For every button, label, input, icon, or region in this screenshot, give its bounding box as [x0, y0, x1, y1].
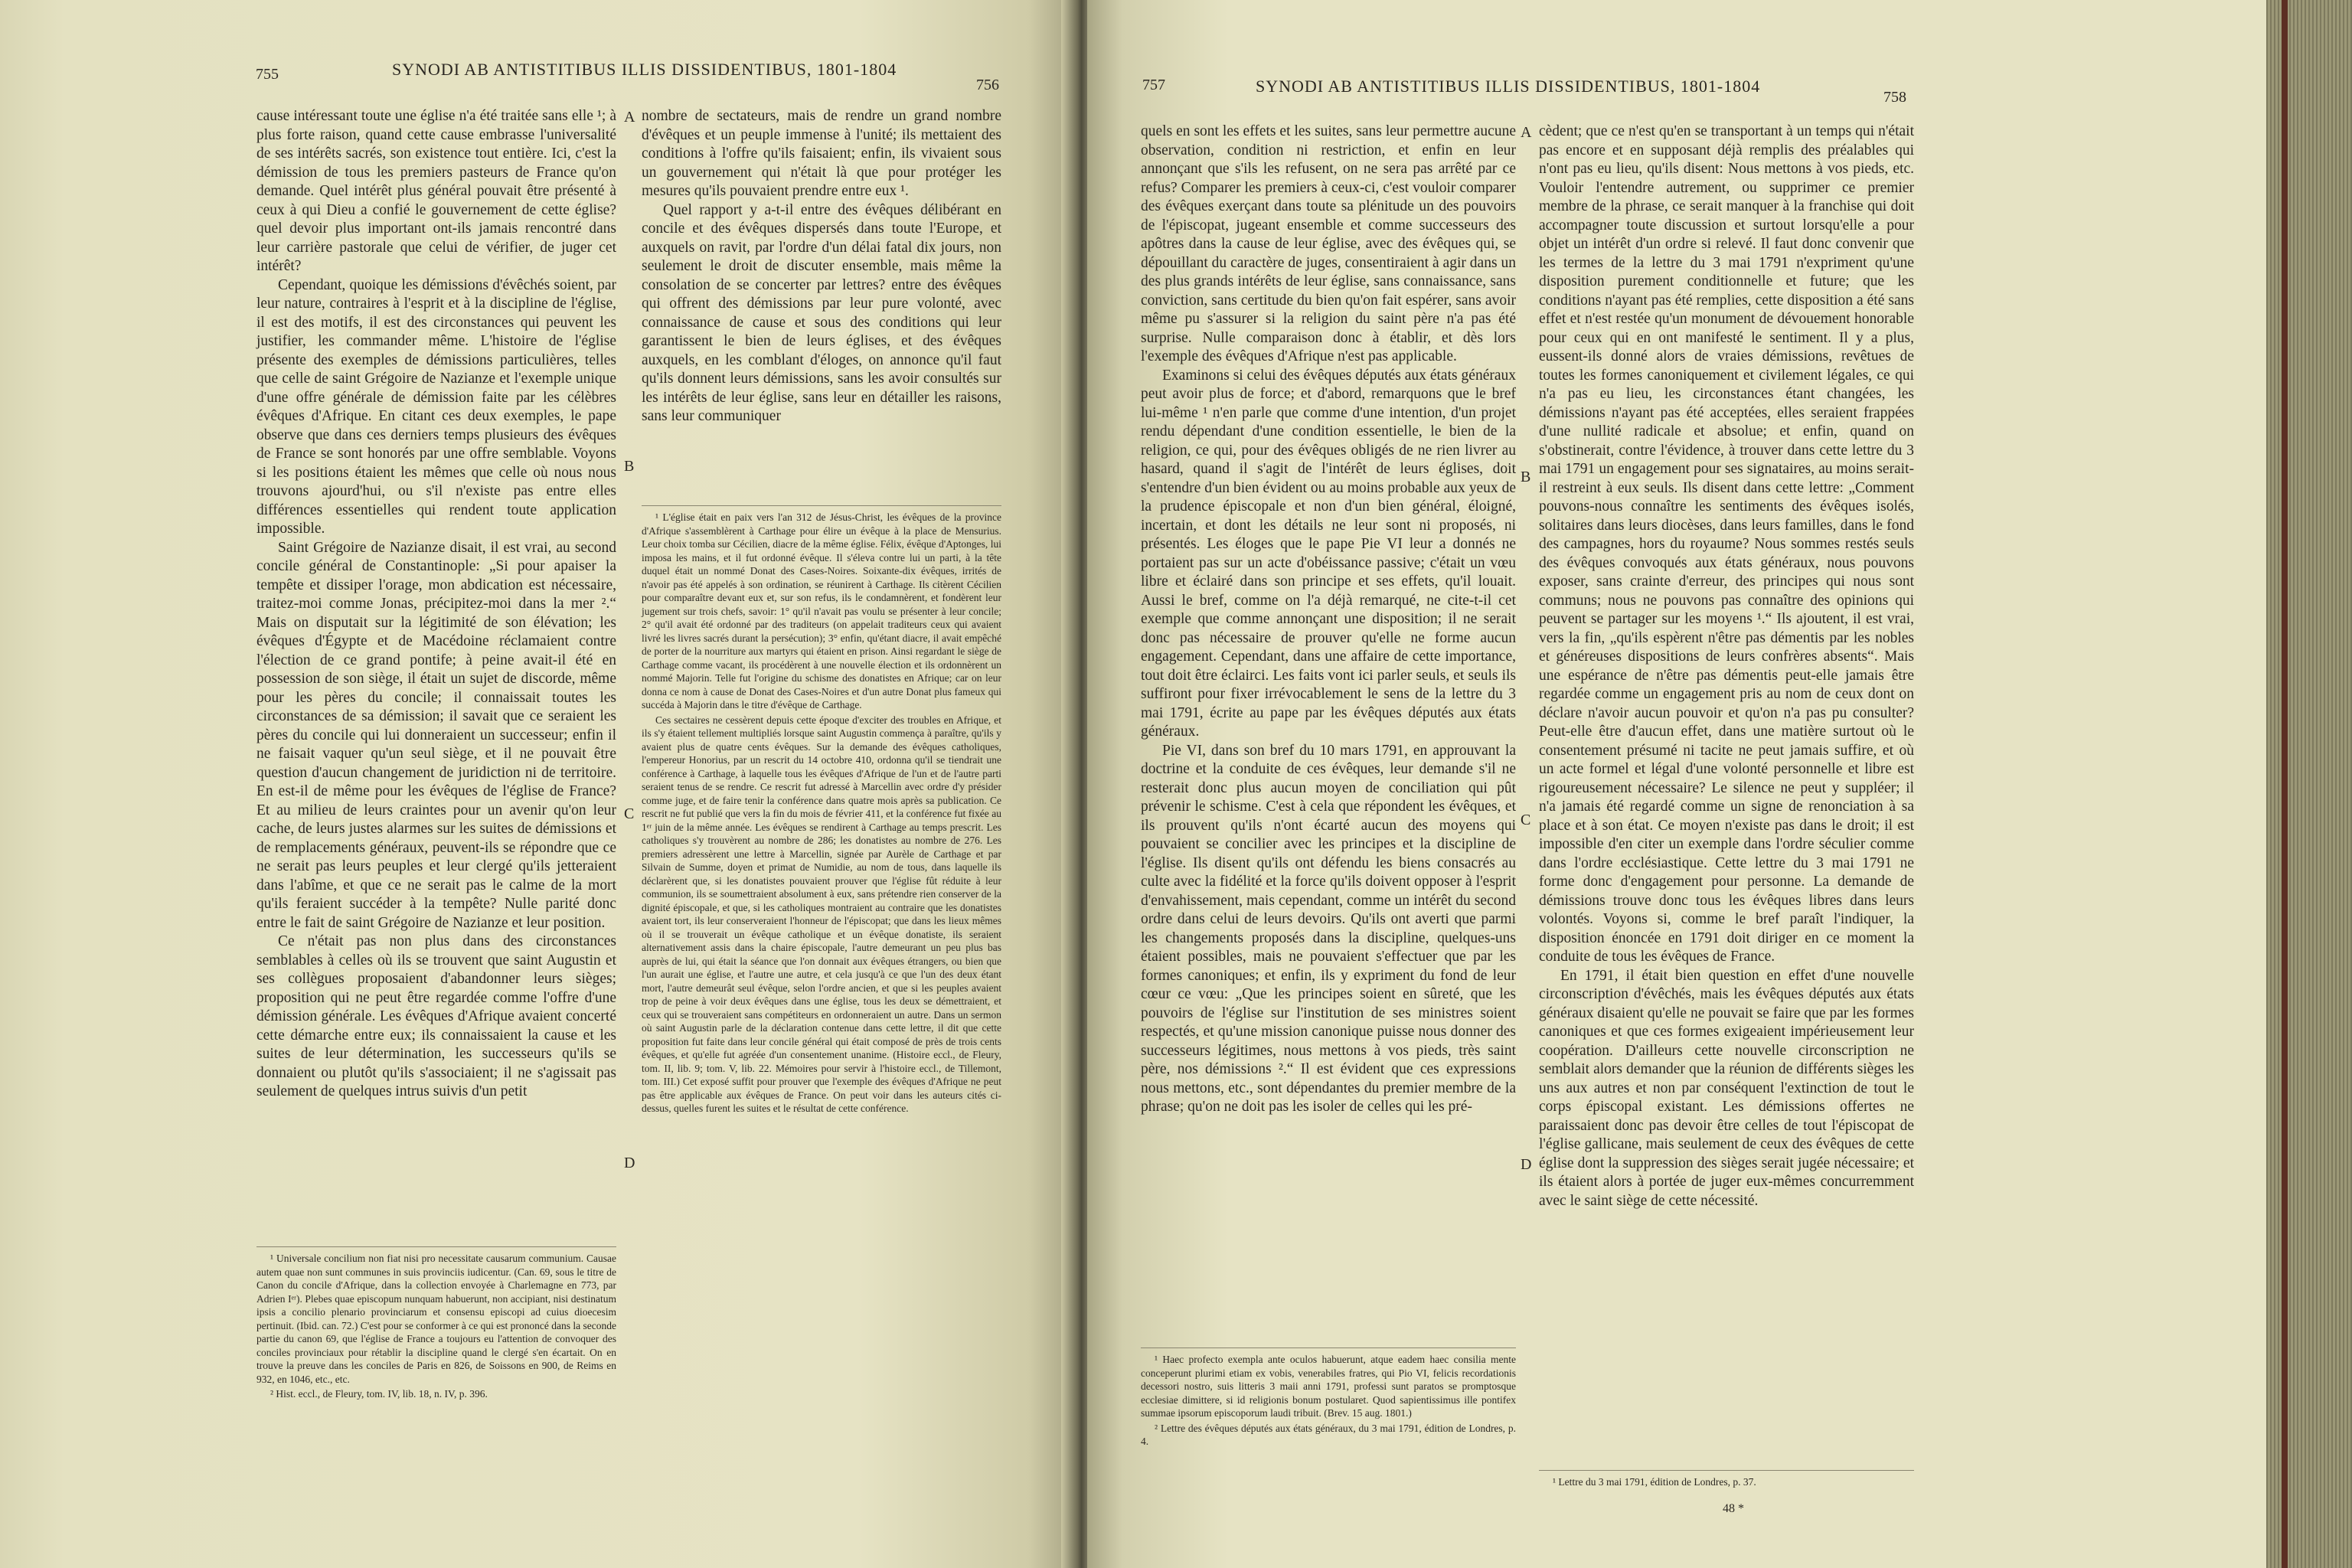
paragraph: Ce n'était pas non plus dans des circonstances semblables à celles où ils se trouvent que saint Augustin et ses collègues proposaient d'abandonner leurs sièges; proposition qui ne peut être regardée comme l'offre d'une démission générale. Les évêques d'Afrique avaient concerté cette démarche entre eux; ils connaissaient la cause et les suites de leur détermination, les successeurs qu'ils se donnaient ou plutôt qu'ils s'associaient; il ne s'agissait pas seulement de quelques intrus suivis d'un petit — [256, 933, 616, 1099]
text-column — [1141, 122, 1516, 1117]
paragraph: Saint Grégoire de Nazianze disait, il est vrai, au second concile général de Constantinople: „Si pour apaiser la tempête et dissiper l'orage, mon abdication est nécessaire, traitez-moi comme Jonas, précipitez-moi dans la mer ².“ Mais on disputait sur la légitimité de son élévation; les évêques d'Égypte et de Macédoine réclamaient contre l'élection de ce grand pontife; à peine avait-il été en possession de son siège, il était un sujet de discorde, même pour les pères du concile; il connaissait toutes les circonstances de sa démission; il savait que ce seraient les pères du concile qui lui donneraient un successeur; enfin il ne faisait vaquer qu'un seul siège, et il ne pouvait être question d'aucun changement de juridiction ni de territoire. En est-il de même pour les évêques de l'église de France? Et au milieu de leurs craintes pour un avenir qu'on leur cache, de leurs justes alarmes sur les suites de démissions et de remplacements généraux, peuvent-ils se répondre que ce ne serait pas leurs peuples et leur clergé qu'ils jetteraient dans l'abîme, et que ce ne serait pas le calme de la mort qu'ils feraient succéder à la tempête? Nulle parité donc entre le fait de saint Grégoire de Nazianze et leur position. — [256, 539, 616, 931]
page-number: 755 — [256, 66, 279, 83]
footnotes — [1141, 1348, 1516, 1450]
paragraph: nombre de sectateurs, mais de rendre un grand nombre d'évêques et un peuple immense à l'unité; ils mettaient des conditions à l'offre qu'ils faisaient; enfin, ils vivaient sous un gouvernement qui n'était là que pour protéger les mesures qu'ils pouvaient prendre entre eux ¹. — [642, 108, 1001, 199]
footnote: ² Hist. eccl., de Fleury, tom. IV, lib. 18, n. IV, p. 396. — [270, 1388, 488, 1400]
margin-letter: C — [1521, 812, 1531, 828]
paragraph: quels en sont les effets et les suites, sans leur permettre aucune observation, condition ni restriction, et enfin en leur annonçant que s'ils les refusent, on ne sera pas arrêté par ce refus? Comparer les premiers à ceux-ci, c'est vouloir comparer des évêques exerçant dans toute sa plénitude un des pouvoirs de l'épiscopat, jugeant ensemble et comme successeurs des apôtres dans la cause de leur église, avec des évêques qui, se dépouillant du caractère de juges, consentiraient à agir dans un des plus grands intérêts de leur église, sans connaissance, sans conviction, sans certitude du bien qu'on fait espérer, sans avoir même pu s'assurer si la religion du saint père n'a pas été surprise. Nulle comparaison donc à établir, et dès lors l'exemple des évêques d'Afrique n'est pas applicable. — [1141, 123, 1516, 364]
paragraph: cèdent; que ce n'est qu'en se transportant à un temps qui n'était pas encore et en supposant déjà remplis des préalables qui n'ont pas eu lieu, qu'ils disent: Nous mettons à vos pieds, etc. Vouloir l'entendre autrement, ou supprimer ce premier membre de la phrase, ce serait manquer à la franchise qui doit accompagner toute discussion et surtout lorsqu'elle a pour objet un intérêt d'un ordre si relevé. Il faut donc convenir que les termes de la lettre du 3 mai 1791 n'expriment qu'une disposition purement conditionnelle et future; que les conditions n'ayant pas été remplies, cette disposition a été sans effet et n'est restée qu'un monument de dévouement honorable pour ceux qui en ont manifesté le sentiment. Il y a plus, eussent-ils donné alors de vraies démissions, revêtues de toutes les formes canoniquement et civilement légales, ce qui n'a pas eu lieu, les circonstances étant changées, les démissions n'ayant pas été acceptées, elles seraient frappées d'une nullité radicale et absolue; et enfin, quand on s'obstinerait, contre l'évidence, à trouver dans cette lettre du 3 mai 1791 un engagement pour ses signataires, au moins serait-il restreint à eux seuls. Ils disent dans cette lettre: „Comment pouvons-nous connaître les sentiments des évêques isolés, solitaires dans leurs diocèses, dans leurs familles, dans le fond des campagnes, hors du royaume? Nous sommes restés seuls des évêques convoqués aux états généraux, nous pouvons exposer, sans crainte d'erreur, des principes qui nous sont communs; nous ne pouvons pas connaître des opinions qui peuvent se partager sur les moyens ¹.“ Ils ajoutent, il est vrai, vers la fin, „qu'ils espèrent n'être pas démentis par les nobles et généreuses dispositions de leurs confrères absents“. Mais une espérance de n'être pas démentis peut-elle jamais être regardée comme un engagement pris au nom de ceux dont on déclare n'avoir aucun pouvoir et qu'on n'a pas pu consulter? Peut-elle être d'aucun effet, dans une matière surtout où le consentement présumé ni tacite ne peut jamais suffire, et où un acte formel et légal d'une volonté personnelle et libre est rigoureusement nécessaire? Le silence ne peut y suppléer; il n'a jamais été regardé comme un signe de renonciation à sa place et à son état. Ce moyen n'existe pas dans le droit; il est impossible d'en citer un exemple dans l'ordre séculier comme dans l'ordre ecclésiastique. Cette lettre du 3 mai 1791 ne forme donc d'engagement pour personne. La demande de démissions trouve donc tous les évêques libres dans leurs volontés. Voyons si, comme le bref paraît l'indiquer, la disposition énoncée en 1791 doit diriger en ce moment la conduite de tous les évêques de France. — [1539, 123, 1914, 965]
footnote: Ces sectaires ne cessèrent depuis cette époque d'exciter des troubles en Afrique, et ils s'y étaient tellement multipliés lorsque saint Augustin commença à paraître, qu'ils y avaient plus de quatre cents évêques. Sur la demande des évêques catholiques, l'empereur Honorius, par un rescrit du 14 octobre 410, ordonna qu'il se tiendrait une conférence à Carthage, à laquelle tous les évêques d'Afrique de l'un et de l'autre parti seraient tenus de se rendre. Ce rescrit fut adressé à Marcellin avec ordre d'y présider comme juge, et de faire tenir la conférence dans quatre mois après sa publication. Ce rescrit ne fut publié que vers la fin du mois de février 411, et la conférence fut fixée au 1ᵉʳ juin de la même année. Les évêques se rendirent à Carthage au temps prescrit. Les catholiques s'y trouvèrent au nombre de 286; les donatistes au nombre de 276. Les premiers adressèrent une lettre à Marcellin, signée par Aurèle de Carthage et par Silvain de Summe, doyen et primat de Numidie, au nom de tous, dans laquelle ils déclarèrent que, si les donatistes pouvaient prouver que l'église fût réduite à leur communion, ils se soumettraient absolument à eux, sans prétendre rien conserver de la dignité épiscopale, et que, si les catholiques montraient au contraire que les donatistes avaient tort, ils leur conserveraient l'honneur de l'épiscopat; que dans les lieux mêmes où il se trouverait un évêque catholique et un évêque donatiste, ils seraient alternativement assis dans la chaire épiscopale, l'autre demeurant un peu plus bas auprès de lui, qui était la séance que l'on donnait aux évêques étrangers, ou bien que l'un aurait une église, et l'autre une autre, et cela jusqu'à ce que l'un des deux étant mort, l'autre demeurât seul évêque, selon l'ordre ancien, et que si les peuples avaient trop de peine à voir deux évêques dans une église, tous les deux se démettraient, et ceux qui se trouveraient sans compétiteurs en ordonneraient un autre. Dans un sermon où saint Augustin parle de la déclaration contenue dans cette lettre, il dit que cette proposition fut faite dans leur concile général qui était composé de près de trois cents évêques, et qu'elle fut agréée d'un consentement unanime. (Histoire eccl., de Fleury, tom. II, lib. 9; tom. V, lib. 22. Mémoires pour servir à l'histoire eccl., de Tillemont, tom. III.) Cet exposé suffit pour prouver que l'exemple des évêques d'Afrique ne peut pas être applicable aux évêques de France. On peut voir dans les auteurs cités ci-dessus, quelles furent les suites et le résultat de cette conférence. — [642, 714, 1001, 1114]
page-number: 757 — [1142, 77, 1165, 93]
running-header: SYNODI AB ANTISTITIBUS ILLIS DISSIDENTIBUS, 1801-1804 — [392, 60, 897, 79]
margin-letter: A — [624, 109, 635, 126]
text-column — [642, 107, 1001, 426]
right-page — [1087, 0, 2266, 1568]
paragraph: cause intéressant toute une église n'a été traitée sans elle ¹; à plus forte raison, quand cette cause embrasse l'universalité de ses intérêts sacrés, son existence tout entière. Ici, c'est la démission de tous les premiers pasteurs de France qu'on demande. Quel intérêt plus général pouvait être présenté à ceux à qui Dieu a confié le gouvernement de cette église? quel devoir plus important ont-ils jamais rencontré dans leur carrière pastorale que celui de vérifier, de juger cet intérêt? — [256, 108, 616, 274]
margin-letter: B — [624, 458, 635, 475]
paragraph: Cependant, quoique les démissions d'évêchés soient, par leur nature, contraires à l'esprit et à la discipline de l'église, il est des motifs, il est des circonstances qui peuvent les justifier, les commander même. L'histoire de l'église présente des exemples de démissions particulières, telles que celle de saint Grégoire de Nazianze et l'exemple unique d'une offre générale de démission faite par les célèbres évêques d'Afrique. En citant ces deux exemples, le pape observe que dans ces derniers temps plusieurs des évêques de France se sont honorés par une offre semblable. Voyons si les positions étaient les mêmes que celle où nous nous trouvons ajourd'hui, ou s'il n'existe pas entre elles différences essentielles qui rendent toute application impossible. — [256, 276, 616, 537]
page-edges — [2266, 0, 2352, 1568]
footnote: ¹ Lettre du 3 mai 1791, édition de Londres, p. 37. — [1553, 1476, 1756, 1488]
paragraph: Pie VI, dans son bref du 10 mars 1791, en approuvant la doctrine et la conduite de ces évêques, leur demande s'il ne resterait donc plus aucun moyen de conciliation qui pût prévenir le schisme. C'est à cela que répondent les évêques, et ils prouvent qu'ils n'ont écarté aucun des moyens qui pouvaient se concilier avec les principes et la discipline de l'église. Ils disent qu'ils ont défendu les biens consacrés au culte avec la fidélité et la force qu'ils doivent opposer à l'esprit d'envahissement, mais cependant, comme un intérêt du second ordre dans celui de leurs devoirs. Qu'ils ont averti que parmi les changements proposés dans la discipline, quelques-uns étaient possibles, mais ne pouvaient s'effectuer que par les formes canoniques; et enfin, ils y expriment du fond de leur cœur ce vœu: „Que les principes soient en sûreté, que les pouvoirs de l'église sur l'institution de ses ministres soient respectés, et qu'une mission canonique puisse nous donner des successeurs légitimes, nous mettons à vos pieds, très saint père, nos démissions ².“ Il est évident que ces expressions nous mettons, etc., sont dépendantes du premier membre de la phrase; qu'on ne doit pas les isoler de celles qui les pré- — [1141, 742, 1516, 1115]
footnote: ² Lettre des évêques députés aux états généraux, du 3 mai 1791, édition de Londres, p. 4. — [1141, 1422, 1516, 1447]
margin-letter: C — [624, 805, 635, 822]
paragraph: Examinons si celui des évêques députés aux états généraux peut avoir plus de force; et d'abord, remarquons que le bref lui-même ¹ n'en parle que comme d'une intention, d'un projet rendu dépendant d'une condition essentielle, le bien de la religion, ce qui, pour des évêques obligés de ne rien livrer au hasard, quand il s'agit de l'intérêt de leurs églises, doit s'entendre d'un bien évident ou au moins probable aux yeux de la prudence épiscopale et non d'un bien général, éloigné, incertain, et dont les détails ne leur sont ni proposés, ni présentés. Les éloges que le pape Pie VI leur a donnés ne portaient pas sur un acte d'obéissance passive; c'était un vœu libre et éclairé dans son principe et ses effets, qu'il louait. Aussi le bref, comme on l'a déjà remarqué, ne cite-t-il cet exemple que comme annonçant une disposition; il ne serait donc pas nécessaire de prouver qu'elle ne forme aucun engagement. Cependant, dans une affaire de cette importance, tout doit être éclairci. Les faits vont ici parler seuls, et seuls ils suffiront pour fixer irrévocablement le sens de la lettre du 3 mai 1791, écrite au pape par les évêques députés aux états généraux. — [1141, 367, 1516, 740]
text-column — [256, 107, 616, 1102]
margin-letter: A — [1521, 124, 1532, 141]
margin-letter: D — [1521, 1156, 1532, 1173]
left-page — [0, 0, 1072, 1568]
signature-mark: 48 * — [1723, 1502, 1744, 1515]
margin-letter: D — [624, 1155, 635, 1171]
footnote: ¹ L'église était en paix vers l'an 312 de Jésus-Christ, les évêques de la province d'Afrique s'assemblèrent à Carthage pour élire un évêque à la place de Mensurius. Leur choix tomba sur Cécilien, diacre de la même église. Félix, évêque d'Aptonges, lui imposa les mains, et il fut ordonné évêque. Il s'éleva contre lui un parti, à la tête duquel était un nommé Donat des Cases-Noires. Soixante-dix évêques, irrités de n'avoir pas été appelés à son ordination, se réunirent à Carthage. Ils citèrent Cécilien pour comparaître devant eux et, sur son refus, ils le condamnèrent, et fondèrent leur jugement sur trois chefs, savoir: 1° qu'il n'avait pas voulu se présenter à leur concile; 2° qu'il avait été ordonné par des traditeurs (on appelait traditeurs ceux qui avaient livré les livres sacrés durant la persécution); 3° enfin, qu'étant diacre, il avait empêché de porter de la nourriture aux martyrs qui étaient en prison. Ainsi regardant le siège de Carthage comme vacant, ils procédèrent à une nouvelle élection et ils ordonnèrent un nommé Majorin. Telle fut l'origine du schisme des donatistes en Afrique; car on leur donna ce nom à cause de Donat des Cases-Noires et d'un autre Donat plus fameux qui succéda à Majorin dans le titre d'évêque de Carthage. — [642, 511, 1001, 710]
footnote: ¹ Universale concilium non fiat nisi pro necessitate causarum communium. Causae autem quae non sunt communes in suis provinciis iudicentur. (Can. 69, sous le titre de Canon du concile d'Afrique, dans la collection envoyée à Charlemagne en 773, par Adrien Iᵉʳ). Plebes quae episcopum nunquam habuerunt, non accipiant, nisi destinatum ipsis a concilio plenario provinciarum et consensu episcopi ad cuius dioecesim pertinuit. (Ibid. can. 72.) C'est pour se conformer à ce qui est prononcé dans la seconde partie du canon 69, que l'église de France a toujours eu l'attention de convoquer des conciles provinciaux pour rétablir la discipline quand le clergé s'en écartait. On en trouve la preuve dans les conciles de Paris en 826, de Soissons en 900, de Reims en 932, en 1046, etc., etc. — [256, 1253, 616, 1385]
bookmark-ribbon — [2282, 0, 2288, 1568]
page-number: 756 — [976, 77, 999, 93]
paragraph: En 1791, il était bien question en effet d'une nouvelle circonscription d'évêchés, mais les évêques députés aux états généraux disaient qu'elle ne pouvait se faire que par les formes canoniques et que ces formes exigeaient impérieusement leur coopération. D'ailleurs cette nouvelle circonscription ne semblait alors demander que la réunion de différents sièges les uns aux autres et non par conséquent l'extinction de tout le corps épiscopal existant. Les démissions offertes ne paraissaient donc pas devoir être celles de tout l'épiscopat de l'église gallicane, mais seulement de ceux des évêques de cette église dont la suppression des sièges serait jugée nécessaire; et ils étaient alors à portée de juger eux-mêmes concurremment avec le saint siège de cette nécessité. — [1539, 967, 1914, 1209]
margin-letter: B — [1521, 469, 1531, 485]
paragraph: Quel rapport y a-t-il entre des évêques délibérant en concile et des évêques dispersés dans toute l'Europe, et auxquels on ravit, par l'ordre d'un délai fatal dix jours, non seulement le droit de discuter ensemble, mais même la consolation de se concerter par lettres? entre des évêques qui offrent des démissions par leur pure volonté, avec connaissance de cause et sous des conditions qui leur garantissent le bien de leurs églises, et des évêques auxquels, en les comblant d'éloges, on annonce qu'il faut qu'ils donnent leurs démissions, sans les avoir consultés sur les intérêts de leur église, sans leur en détailler les raisons, sans leur communiquer — [642, 201, 1001, 424]
footnotes — [1539, 1470, 1914, 1491]
footnote: ¹ Haec profecto exempla ante oculos habuerunt, atque eadem haec consilia mente conceperunt plurimi etiam ex vobis, venerabiles fratres, qui Pio VI, felicis recordationis decessori nostro, suis litteris 3 maii anni 1791, professi sunt paratos se promptosque ecclesiae dimittere, si id religionis bonum postularet. Quod sapientissimus ille pontifex summae ipsorum episcoporum laudi tribuit. (Brev. 15 aug. 1801.) — [1141, 1354, 1516, 1419]
footnotes — [256, 1246, 616, 1403]
footnotes — [642, 505, 1001, 1117]
text-column — [1539, 122, 1914, 1210]
running-header: SYNODI AB ANTISTITIBUS ILLIS DISSIDENTIBUS, 1801-1804 — [1256, 77, 1761, 96]
page-number: 758 — [1883, 89, 1906, 106]
